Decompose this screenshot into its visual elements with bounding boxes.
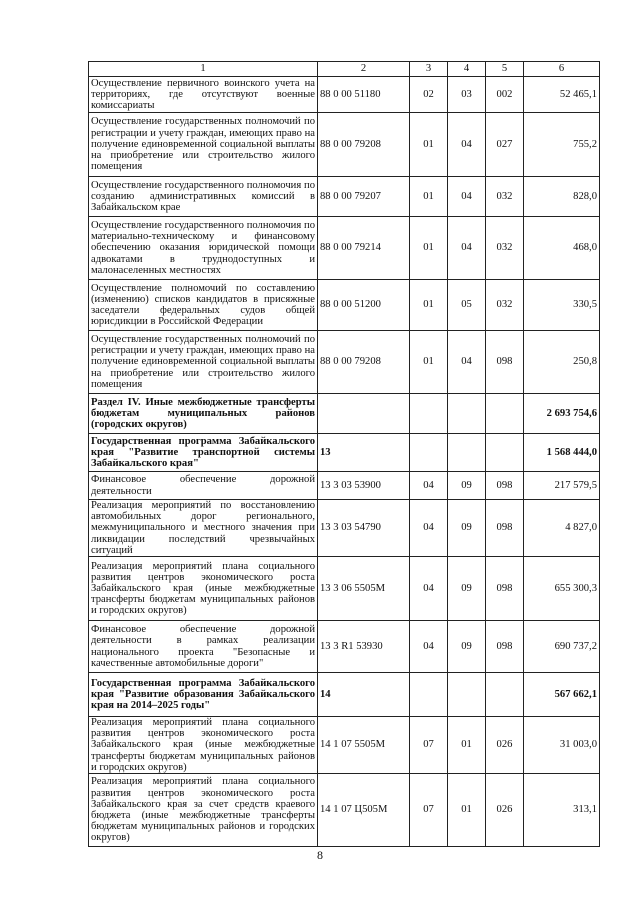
header-cell-4: 4 — [448, 62, 486, 77]
table-row — [89, 472, 600, 500]
row-amount-cell: 52 465,1 — [524, 77, 600, 113]
row-code-cell: 88 0 00 51200 — [318, 280, 410, 331]
table-row — [89, 557, 600, 621]
row-amount-cell: 468,0 — [524, 217, 600, 280]
row-type-cell: 026 — [486, 717, 524, 774]
row-type-cell: 098 — [486, 331, 524, 394]
row-section-cell: 01 — [410, 113, 448, 177]
row-amount-cell: 828,0 — [524, 177, 600, 217]
row-code-cell: 88 0 00 79208 — [318, 113, 410, 177]
row-section-cell: 01 — [410, 217, 448, 280]
row-subsection-cell — [448, 394, 486, 434]
table-row — [89, 331, 600, 394]
row-section-cell: 04 — [410, 500, 448, 557]
row-name-cell: Реализация мероприятий по восстановлению автомобильных дорог регионального, межмуниципального и местного значения при ликвидации последствий чрезвычайных ситуаций — [89, 500, 318, 557]
row-subsection-cell — [448, 434, 486, 472]
row-name-cell: Осуществление первичного воинского учета на территориях, где отсутствуют военные комиссариаты — [89, 77, 318, 113]
row-type-cell: 026 — [486, 774, 524, 847]
table-row — [89, 113, 600, 177]
row-subsection-cell: 04 — [448, 217, 486, 280]
row-name-cell: Реализация мероприятий плана социального развития центров экономического роста Забайкальского края (иные межбюджетные трансферты бюджетам муниципальных районов и городских округов) — [89, 717, 318, 774]
row-subsection-cell: 04 — [448, 331, 486, 394]
table-row — [89, 77, 600, 113]
row-subsection-cell: 09 — [448, 621, 486, 673]
row-code-cell: 13 3 R1 53930 — [318, 621, 410, 673]
row-code-cell: 88 0 00 79214 — [318, 217, 410, 280]
table-row — [89, 217, 600, 280]
row-name-cell: Осуществление полномочий по составлению (изменению) списков кандидатов в присяжные заседатели федеральных судов общей юрисдикции в Российской Федерации — [89, 280, 318, 331]
row-amount-cell: 217 579,5 — [524, 472, 600, 500]
table-row — [89, 177, 600, 217]
table-row — [89, 621, 600, 673]
row-amount-cell: 330,5 — [524, 280, 600, 331]
row-type-cell: 032 — [486, 217, 524, 280]
table-header-row — [89, 62, 600, 77]
row-type-cell: 098 — [486, 621, 524, 673]
row-subsection-cell: 04 — [448, 113, 486, 177]
row-amount-cell: 313,1 — [524, 774, 600, 847]
row-section-cell — [410, 434, 448, 472]
row-type-cell: 032 — [486, 280, 524, 331]
table-row — [89, 673, 600, 717]
row-name-cell: Реализация мероприятий плана социального развития центров экономического роста Забайкальского края (иные межбюджетные трансферты бюджетам муниципальных районов и городских округов) — [89, 557, 318, 621]
row-code-cell: 13 3 03 53900 — [318, 472, 410, 500]
row-name-cell: Осуществление государственного полномочия по созданию административных комиссий в Забайкальском крае — [89, 177, 318, 217]
row-type-cell — [486, 394, 524, 434]
row-amount-cell: 250,8 — [524, 331, 600, 394]
row-name-cell: Реализация мероприятий плана социального развития центров экономического роста Забайкальского края за счет средств краевого бюджета (иные межбюджетные трансферты бюджетам муниципальных районов и городских округов) — [89, 774, 318, 847]
row-section-cell: 04 — [410, 557, 448, 621]
row-subsection-cell: 03 — [448, 77, 486, 113]
row-type-cell: 027 — [486, 113, 524, 177]
row-name-cell: Осуществление государственных полномочий по регистрации и учету граждан, имеющих право на получение единовременной социальной выплаты на приобретение или строительство жилого помещения — [89, 113, 318, 177]
row-subsection-cell: 04 — [448, 177, 486, 217]
row-section-cell: 01 — [410, 280, 448, 331]
row-type-cell — [486, 434, 524, 472]
row-subsection-cell: 05 — [448, 280, 486, 331]
row-type-cell: 032 — [486, 177, 524, 217]
header-cell-2: 2 — [318, 62, 410, 77]
table-row — [89, 500, 600, 557]
header-cell-1: 1 — [89, 62, 318, 77]
row-section-cell — [410, 673, 448, 717]
row-name-cell: Финансовое обеспечение дорожной деятельности — [89, 472, 318, 500]
row-code-cell: 14 1 07 Ц505М — [318, 774, 410, 847]
row-amount-cell: 4 827,0 — [524, 500, 600, 557]
header-cell-3: 3 — [410, 62, 448, 77]
row-section-cell: 01 — [410, 331, 448, 394]
header-cell-6: 6 — [524, 62, 600, 77]
row-type-cell: 098 — [486, 472, 524, 500]
row-subsection-cell: 09 — [448, 472, 486, 500]
table-row — [89, 774, 600, 847]
row-name-cell: Государственная программа Забайкальского края "Развитие транспортной системы Забайкальского края" — [89, 434, 318, 472]
row-code-cell: 88 0 00 79208 — [318, 331, 410, 394]
row-code-cell: 14 — [318, 673, 410, 717]
row-type-cell: 098 — [486, 500, 524, 557]
row-type-cell: 002 — [486, 77, 524, 113]
row-amount-cell: 690 737,2 — [524, 621, 600, 673]
row-amount-cell: 755,2 — [524, 113, 600, 177]
page-number: 8 — [317, 848, 323, 862]
header-cell-5: 5 — [486, 62, 524, 77]
row-code-cell: 14 1 07 5505М — [318, 717, 410, 774]
row-amount-cell: 31 003,0 — [524, 717, 600, 774]
table-row — [89, 280, 600, 331]
row-name-cell: Осуществление государственного полномочия по материально-техническому и финансовому обеспечению оказания юридической помощи адвокатами в труднодоступных и малонаселенных местностях — [89, 217, 318, 280]
row-code-cell — [318, 394, 410, 434]
row-section-cell: 01 — [410, 177, 448, 217]
row-section-cell: 04 — [410, 621, 448, 673]
row-name-cell: Государственная программа Забайкальского края "Развитие образования Забайкальского края на 2014–2025 годы" — [89, 673, 318, 717]
row-subsection-cell: 09 — [448, 557, 486, 621]
row-name-cell: Раздел IV. Иные межбюджетные трансферты бюджетам муниципальных районов (городских округов) — [89, 394, 318, 434]
row-subsection-cell: 09 — [448, 500, 486, 557]
row-name-cell: Осуществление государственных полномочий по регистрации и учету граждан, имеющих право на получение единовременной социальной выплаты на приобретение или строительство жилого помещения — [89, 331, 318, 394]
row-subsection-cell — [448, 673, 486, 717]
row-type-cell: 098 — [486, 557, 524, 621]
budget-table — [88, 61, 600, 847]
row-code-cell: 13 3 06 5505М — [318, 557, 410, 621]
row-type-cell — [486, 673, 524, 717]
row-code-cell: 88 0 00 51180 — [318, 77, 410, 113]
row-subsection-cell: 01 — [448, 774, 486, 847]
row-subsection-cell: 01 — [448, 717, 486, 774]
row-amount-cell: 567 662,1 — [524, 673, 600, 717]
table-row — [89, 717, 600, 774]
row-code-cell: 88 0 00 79207 — [318, 177, 410, 217]
table-row — [89, 394, 600, 434]
row-section-cell — [410, 394, 448, 434]
row-name-cell: Финансовое обеспечение дорожной деятельности в рамках реализации национального проекта "Безопасные и качественные автомобильные дороги" — [89, 621, 318, 673]
row-section-cell: 02 — [410, 77, 448, 113]
row-code-cell: 13 3 03 54790 — [318, 500, 410, 557]
row-amount-cell: 1 568 444,0 — [524, 434, 600, 472]
row-amount-cell: 655 300,3 — [524, 557, 600, 621]
row-section-cell: 07 — [410, 774, 448, 847]
row-code-cell: 13 — [318, 434, 410, 472]
row-section-cell: 07 — [410, 717, 448, 774]
table-row — [89, 434, 600, 472]
row-section-cell: 04 — [410, 472, 448, 500]
row-amount-cell: 2 693 754,6 — [524, 394, 600, 434]
